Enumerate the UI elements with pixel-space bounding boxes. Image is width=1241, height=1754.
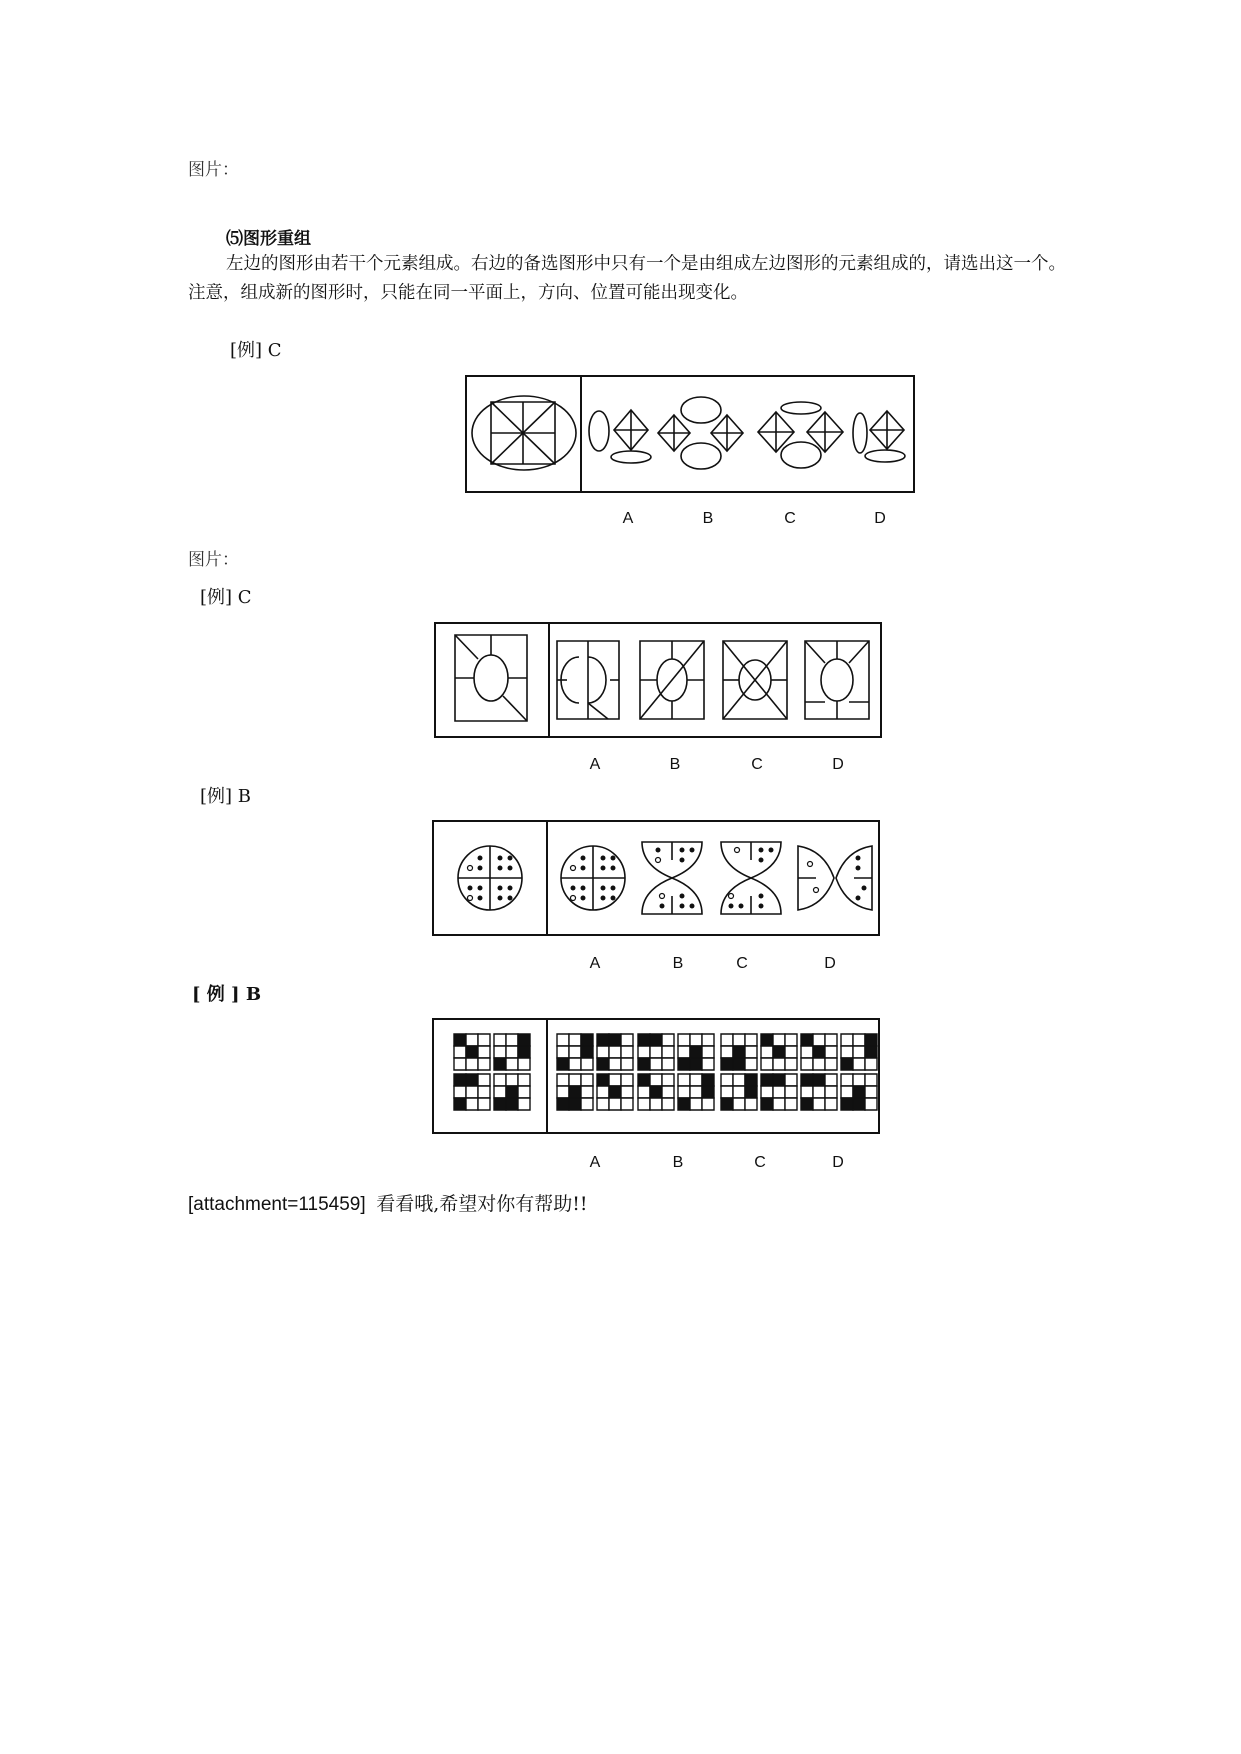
figure-grid-blocks — [432, 1018, 880, 1134]
attachment-line — [188, 1189, 588, 1216]
example-label: [例] B — [200, 786, 251, 807]
option-label: A — [589, 1154, 601, 1171]
option-label: C — [754, 1154, 766, 1171]
paragraph-line-1: 左边的图形由若干个元素组成。右边的备选图形中只有一个是由组成左边图形的元素组成的，请选出这一个。 — [226, 254, 1066, 274]
option-label: C — [736, 955, 748, 972]
figure-rect-ellipse — [434, 622, 882, 738]
option-label: A — [589, 955, 601, 972]
option-label: D — [824, 955, 836, 972]
option-label: A — [622, 510, 634, 527]
option-label: B — [672, 955, 684, 972]
image-caption: 图片： — [188, 160, 239, 180]
option-label: C — [751, 756, 763, 773]
example-label: [例] C — [230, 340, 282, 361]
option-label: D — [874, 510, 886, 527]
option-label: A — [589, 756, 601, 773]
footer-message: 看看哦,希望对你有帮助!! — [376, 1193, 588, 1215]
example-label: [ 例 ] B — [192, 984, 262, 1005]
example-label: [例] C — [200, 587, 252, 608]
option-label: B — [702, 510, 714, 527]
figure-ellipse-diamond — [465, 375, 915, 493]
option-label: C — [784, 510, 796, 527]
section-heading: ⑸图形重组 — [226, 229, 311, 249]
figure-circle-dots — [432, 820, 880, 936]
option-label: B — [672, 1154, 684, 1171]
image-caption: 图片： — [188, 550, 239, 570]
option-label: B — [669, 756, 681, 773]
paragraph-line-2: 注意，组成新的图形时，只能在同一平面上，方向、位置可能出现变化。 — [188, 283, 748, 303]
attachment-link[interactable]: [attachment=115459] — [188, 1194, 366, 1215]
option-label: D — [832, 756, 844, 773]
option-label: D — [832, 1154, 844, 1171]
